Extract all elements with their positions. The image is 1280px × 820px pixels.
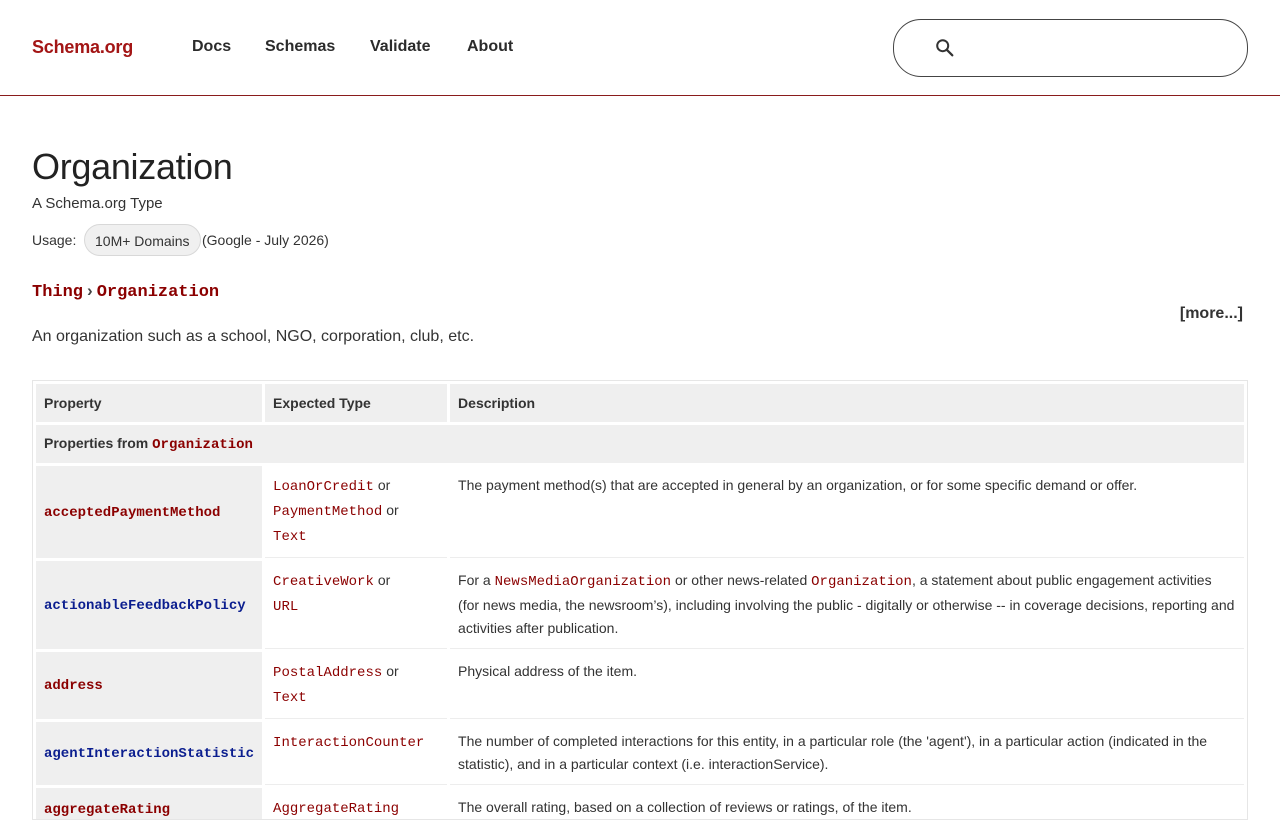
expected-type-item <box>273 685 439 710</box>
breadcrumb-separator: › <box>87 281 93 300</box>
table-row <box>36 722 1244 785</box>
usage-note: (Google - July 2026) <box>202 232 329 248</box>
site-logo[interactable]: Schema.org <box>32 37 134 57</box>
description-text: , a statement about public engagement activities (for news media, the newsroom’s), including involving the public - digitally or otherwise -- in coverage decisions, reporting and activities after publication. <box>458 572 1235 636</box>
expected-type-cell <box>265 788 447 820</box>
description-link[interactable]: NewsMediaOrganization <box>494 574 672 590</box>
description-text: The payment method(s) that are accepted in general by an organization, or for some specific demand or offer. <box>458 477 1138 493</box>
description-text: The number of completed interactions for this entity, in a particular role (the 'agent'), in a particular action (indicated in the statistic), and in a particular context (i.e. interactionService). <box>458 733 1208 772</box>
type-description: An organization such as a school, NGO, corporation, club, etc. <box>32 328 475 345</box>
expected-type-item <box>273 730 439 755</box>
or-separator: or <box>377 477 391 493</box>
description-text: Physical address of the item. <box>458 663 638 679</box>
property-link[interactable]: agentInteractionStatistic <box>44 746 255 762</box>
expected-type-cell <box>265 652 447 719</box>
expected-type-link[interactable]: URL <box>273 599 299 615</box>
or-separator: or <box>377 572 391 588</box>
expected-type-link[interactable]: Text <box>273 529 307 545</box>
expected-type-link[interactable]: AggregateRating <box>273 801 400 817</box>
expected-type-item <box>273 660 439 685</box>
expected-type-item <box>273 474 439 499</box>
description-cell <box>450 788 1244 820</box>
nav-validate[interactable]: Validate <box>370 38 431 55</box>
page-subtitle: A Schema.org Type <box>32 195 163 212</box>
expected-type-cell <box>265 466 447 558</box>
expected-type-link[interactable]: LoanOrCredit <box>273 479 374 495</box>
column-header-expected-type: Expected Type <box>265 384 447 422</box>
search-input[interactable] <box>974 34 1228 64</box>
expected-type-item <box>273 569 439 594</box>
property-link[interactable]: aggregateRating <box>44 801 171 818</box>
description-cell <box>450 722 1244 785</box>
search-icon[interactable] <box>934 37 956 59</box>
breadcrumb-organization[interactable]: Organization <box>96 283 220 302</box>
properties-table <box>32 380 1248 820</box>
expected-type-cell <box>265 722 447 785</box>
table-row <box>36 652 1244 719</box>
breadcrumb <box>32 281 219 302</box>
usage-label: Usage: <box>32 232 77 248</box>
search-box[interactable] <box>893 19 1248 77</box>
section-row <box>36 425 1244 463</box>
table-row <box>36 466 1244 558</box>
property-link[interactable]: actionableFeedbackPolicy <box>44 597 246 614</box>
property-link[interactable]: acceptedPaymentMethod <box>44 504 221 521</box>
expected-type-link[interactable]: PaymentMethod <box>273 504 383 520</box>
description-cell <box>450 561 1244 649</box>
table-row <box>36 561 1244 649</box>
site-header <box>0 0 1280 96</box>
description-text: For a <box>458 572 495 588</box>
section-type-link[interactable]: Organization <box>152 436 253 453</box>
expected-type-link[interactable]: PostalAddress <box>273 665 383 681</box>
expected-type-item <box>273 594 439 619</box>
more-link[interactable]: [more...] <box>1179 305 1243 322</box>
nav-schemas[interactable]: Schemas <box>265 38 336 55</box>
description-link[interactable]: Organization <box>811 574 912 590</box>
expected-type-item <box>273 499 439 524</box>
description-cell <box>450 652 1244 719</box>
breadcrumb-thing[interactable]: Thing <box>32 283 84 302</box>
table-row <box>36 788 1244 820</box>
property-link[interactable]: address <box>44 678 103 694</box>
expected-type-cell <box>265 561 447 649</box>
description-cell <box>450 466 1244 558</box>
expected-type-link[interactable]: Text <box>273 690 307 706</box>
nav-about[interactable]: About <box>467 38 514 55</box>
expected-type-link[interactable]: CreativeWork <box>273 574 374 590</box>
expected-type-item <box>273 524 439 549</box>
or-separator: or <box>386 502 399 518</box>
description-text: or other news-related <box>671 572 812 588</box>
property-cell <box>36 561 262 649</box>
description-text: The overall rating, based on a collection of reviews or ratings, of the item. <box>458 799 912 815</box>
property-cell <box>36 652 262 719</box>
expected-type-link[interactable]: InteractionCounter <box>273 735 425 751</box>
column-header-property: Property <box>36 384 262 422</box>
property-cell <box>36 788 262 820</box>
column-header-description: Description <box>450 384 1244 422</box>
property-cell <box>36 722 262 785</box>
section-heading <box>36 425 1244 463</box>
or-separator: or <box>386 663 399 679</box>
page-title: Organization <box>32 146 233 187</box>
usage-badge: 10M+ Domains <box>84 224 201 256</box>
nav-docs[interactable]: Docs <box>192 38 232 55</box>
section-prefix: Properties from <box>44 434 149 451</box>
property-cell <box>36 466 262 558</box>
